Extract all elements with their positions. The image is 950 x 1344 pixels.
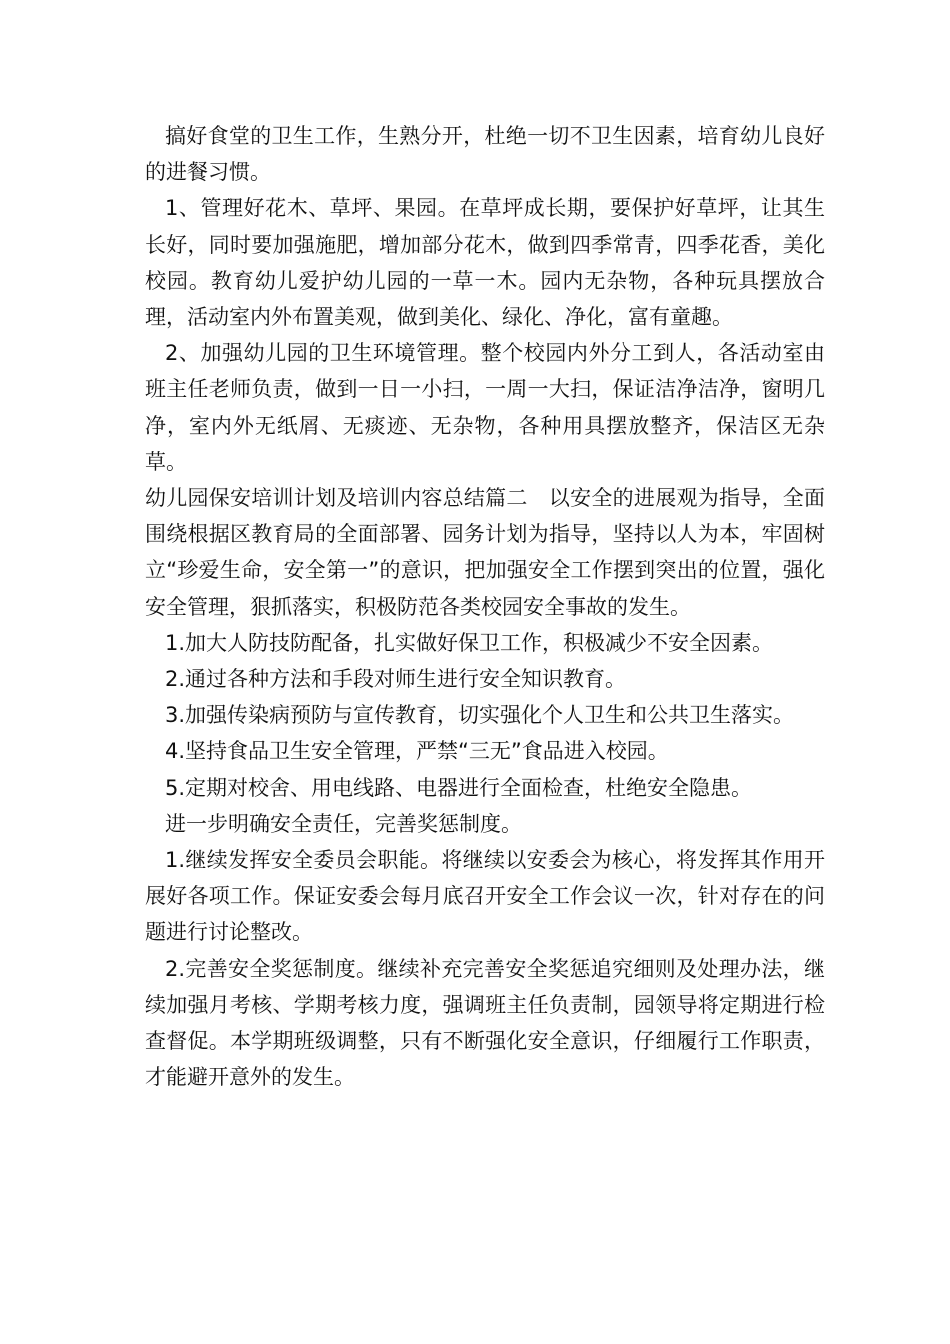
- list-item-security-2: 2.通过各种方法和手段对师生进行安全知识教育。: [165, 667, 627, 692]
- list-item-security-1: 1.加大人防技防配备，扎实做好保卫工作，积极减少不安全因素。: [165, 630, 774, 655]
- list-item-responsibility-1: 1.继续发挥安全委员会职能。将继续以安委会为核心，将发挥其作用开展好各项工作。保证安委会每月底召开安全工作会议一次，针对存在的问题进行讨论整改。: [145, 848, 825, 945]
- list-item-responsibility-2: 2.完善安全奖惩制度。继续补充完善安全奖惩追究细则及处理办法，继续加强月考核、学期考核力度，强调班主任负责制，园领导将定期进行检查督促。本学期班级调整，只有不断强化安全意识，仔细履行工作职责，才能避开意外的发生。: [145, 956, 825, 1090]
- section-heading-responsibility: 进一步明确安全责任，完善奖惩制度。: [165, 811, 522, 836]
- paragraph-manage-plants: 1、管理好花木、草坪、果园。在草坪成长期，要保护好草坪，让其生长好，同时要加强施肥，增加部分花木，做到四季常青，四季花香，美化校园。教育幼儿爱护幼儿园的一草一木。园内无杂物，各种玩具摆放合理，活动室内外布置美观，做到美化、绿化、净化，富有童趣。: [145, 196, 825, 330]
- list-item-security-5: 5.定期对校舍、用电线路、电器进行全面检查，杜绝安全隐患。: [165, 775, 753, 800]
- paragraph-canteen-hygiene: 搞好食堂的卫生工作，生熟分开，杜绝一切不卫生因素，培育幼儿良好的进餐习惯。: [145, 124, 825, 185]
- paragraph-security-plan-intro: 幼儿园保安培训计划及培训内容总结篇二 以安全的进展观为指导，全面围绕根据区教育局的全面部署、园务计划为指导，坚持以人为本，牢固树立“珍爱生命，安全第一”的意识，把加强安全工作摆到突出的位置，强化安全管理，狠抓落实，积极防范各类校园安全事故的发生。: [145, 486, 825, 619]
- list-item-security-4: 4.坚持食品卫生安全管理，严禁“三无”食品进入校园。: [165, 739, 669, 764]
- document-body: [145, 118, 825, 1095]
- list-item-security-3: 3.加强传染病预防与宣传教育，切实强化个人卫生和公共卫生落实。: [165, 703, 795, 728]
- paragraph-environment-management: 2、加强幼儿园的卫生环境管理。整个校园内外分工到人，各活动室由班主任老师负责，做到一日一小扫，一周一大扫，保证洁净洁净，窗明几净，室内外无纸屑、无痰迹、无杂物，各种用具摆放整齐，保洁区无杂草。: [145, 341, 825, 474]
